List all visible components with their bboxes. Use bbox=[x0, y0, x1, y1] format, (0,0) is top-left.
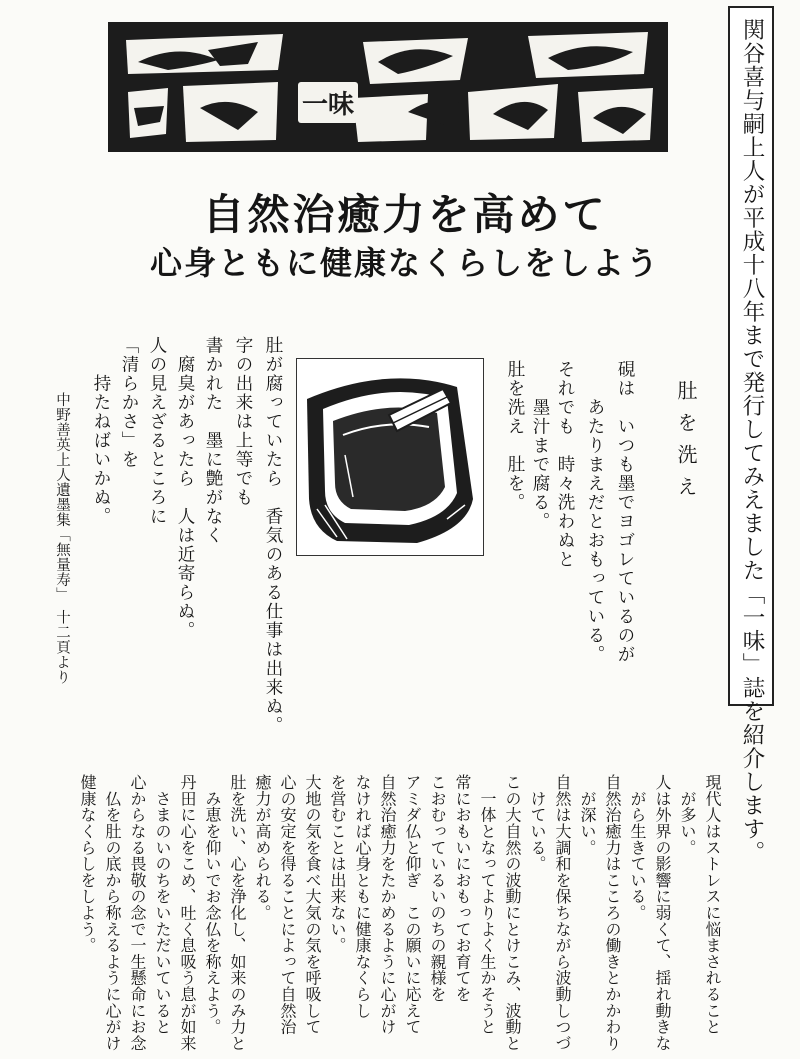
page-title: 自然治癒力を高めて bbox=[202, 190, 608, 239]
poem-line: 肚が腐っていたら 香気のある仕事は出来ぬ。 bbox=[263, 336, 283, 735]
article-line: み恵を仰いでお念仏を称えよう。 bbox=[203, 774, 222, 1035]
article-line: 心からなる畏敬の念で一生懸命にお念 bbox=[128, 774, 147, 1052]
poem-line: 硯は いつも墨でヨゴレているのが bbox=[615, 360, 635, 664]
article-line: こおむっているいのちの親様を bbox=[428, 774, 447, 1003]
article-line: 丹田に心をこめ、吐く息吸う息が如来 bbox=[178, 774, 197, 1052]
poem-line: 持たねばいかぬ。 bbox=[91, 336, 111, 526]
article-line: 人は外界の影響に弱くて、揺れ動きな bbox=[653, 774, 672, 1052]
poem-line: 人の見えざるところに bbox=[147, 336, 167, 526]
article-line: 健康なくらしをしよう。 bbox=[78, 774, 97, 954]
article-line: がら生きている。 bbox=[628, 774, 647, 921]
poem-line: あたりまえだとおもっている。 bbox=[585, 360, 605, 664]
article-line: けている。 bbox=[528, 774, 547, 872]
article-line: 自然治癒力をたかめるように心がけ bbox=[378, 774, 397, 1035]
article-line: 現代人はストレスに悩まされること bbox=[703, 774, 722, 1035]
article-line: が深い。 bbox=[578, 774, 597, 856]
article-line: なければ心身ともに健康なくらし bbox=[353, 774, 372, 1019]
page-subtitle: 心身ともに健康なくらしをしよう bbox=[149, 244, 660, 282]
poem-line: 字の出来は上等でも bbox=[233, 336, 253, 507]
article-line: 一体となってよりよく生かそうと bbox=[478, 774, 497, 1035]
poem-line: 書かれた 墨に艶がなく bbox=[203, 336, 223, 545]
inkstone-illustration bbox=[296, 358, 484, 556]
article-line: 常におもいにおもってお育てを bbox=[453, 774, 472, 1003]
article-line: 肚を洗い、心を浄化し、如来のみ力と bbox=[228, 774, 247, 1052]
sidebar-notice-text: 関谷喜与嗣上人が平成十八年まで発行してみえました「一味」誌を紹介します。 bbox=[739, 18, 765, 864]
article-line: を営むことは出来ない。 bbox=[328, 774, 347, 954]
poem-line: 墨汁まで腐る。 bbox=[530, 360, 550, 531]
article-line: アミダ仏と仰ぎ この願いに応えて bbox=[403, 774, 422, 1035]
article-line: さまのいのちをいただいていると bbox=[153, 774, 172, 1035]
article-line: 自然は大調和を保ちながら波動しつづ bbox=[553, 774, 572, 1052]
article-line: 癒力が高められる。 bbox=[253, 774, 272, 921]
sidebar-notice-box bbox=[728, 6, 774, 864]
woodblock-birds-illustration bbox=[108, 22, 668, 152]
poem-attribution: 中野善英上人遺墨集「無量寿」 十二頁より bbox=[54, 392, 70, 685]
poem-line: 「清らかさ」を bbox=[119, 336, 139, 469]
masthead-title: 一味 bbox=[298, 82, 358, 123]
masthead-woodblock bbox=[108, 22, 668, 152]
article-line: 大地の気を食べ大気の気を呼吸して bbox=[303, 774, 322, 1035]
article-line: 自然治癒力はこころの働きとかかわり bbox=[603, 774, 622, 1052]
article-line: が多い。 bbox=[678, 774, 697, 856]
article-line: 仏を肚の底から称えるように心がけ bbox=[103, 774, 122, 1052]
article-line: この大自然の波動にとけこみ、波動と bbox=[503, 774, 522, 1052]
article-line: 心の安定を得ることによって自然治 bbox=[278, 774, 297, 1035]
poem-title: 肚を洗え bbox=[674, 380, 698, 508]
poem-line: 腐臭があったら 人は近寄らぬ。 bbox=[175, 336, 195, 640]
poem-line: 肚を洗え 肚を。 bbox=[505, 360, 525, 512]
poem-line: それでも 時々洗わぬと bbox=[555, 360, 575, 569]
inkstone-drawing bbox=[297, 359, 483, 555]
